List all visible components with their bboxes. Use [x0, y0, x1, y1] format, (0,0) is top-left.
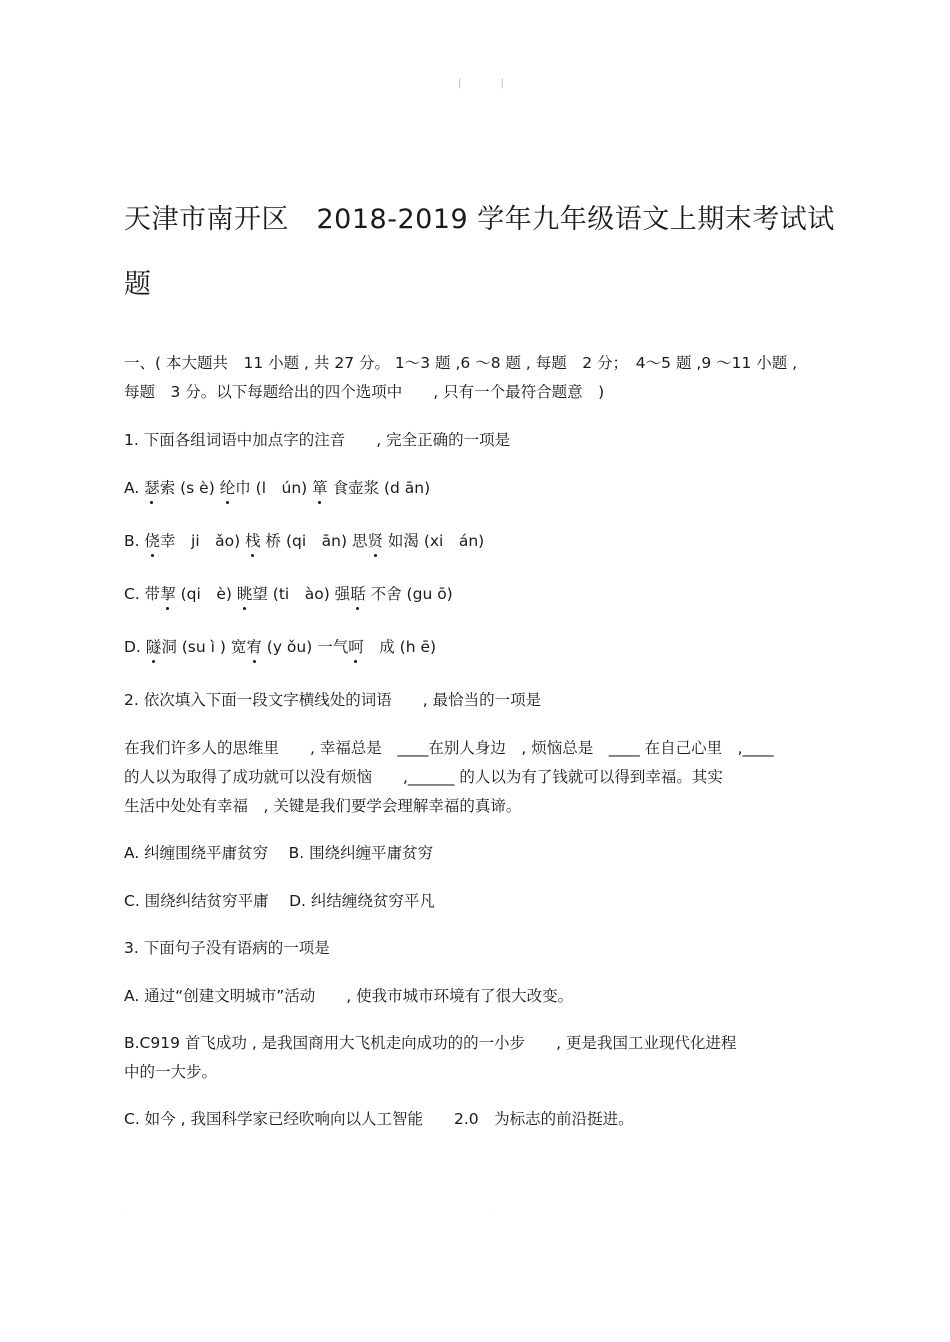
option-text: 如渴 (xi án) — [382, 532, 485, 550]
option-text: 成 (h ē) — [363, 638, 437, 656]
option-text: A. — [124, 479, 145, 497]
option-text: 巾 (l ún) — [235, 479, 313, 497]
footer-mark-left: · — [122, 1206, 125, 1215]
header-marks: | | — [458, 78, 522, 89]
question-2-stem: 2. 依次填入下面一段文字横线处的词语 , 最恰当的一项是 — [124, 691, 542, 709]
option-text: 幸 ji ǎo) — [160, 532, 246, 550]
option-text: 索 (s è) — [159, 479, 220, 497]
section-intro-line-1: 一、( 本大题共 11 小题 , 共 27 分。 1～3 题 ,6 ～8 题 , 每题 2 分； 4～5 题 ,9 ～11 小题 , — [124, 354, 798, 372]
dotted-character: 呵 — [348, 638, 364, 656]
dotted-character: 隧 — [145, 638, 162, 656]
dotted-character: 箪 — [312, 479, 328, 497]
question-1-option-c — [124, 584, 453, 604]
dotted-character: 栈 — [245, 532, 261, 550]
dotted-character: 聒 — [350, 585, 366, 603]
question-3-option-b-line-2: 中的一大步。 — [124, 1063, 218, 1081]
question-1-stem: 1. 下面各组词语中加点字的注音 , 完全正确的一项是 — [124, 431, 511, 449]
question-1-option-b — [124, 531, 484, 551]
page-title-line-1: 天津市南开区 2018-2019 学年九年级语文上期末考试试 — [124, 204, 835, 235]
question-1-option-a — [124, 478, 430, 498]
question-3-option-a: A. 通过“创建文明城市”活动 , 使我市城市环境有了很大改变。 — [124, 987, 574, 1005]
option-text: D. — [124, 638, 146, 656]
question-1-option-d — [124, 637, 436, 657]
option-text: 望 (ti ào) 强 — [252, 585, 351, 603]
question-3-option-b-line-1: B.C919 首飞成功 , 是我国商用大飞机走向成功的的一小步 , 更是我国工业现代化进程 — [124, 1034, 737, 1052]
option-text: (y ǒu) 一气 — [261, 638, 349, 656]
option-text: B. — [124, 532, 145, 550]
dotted-character: 贤 — [367, 532, 383, 550]
dotted-character: 挈 — [160, 585, 176, 603]
question-3-stem: 3. 下面句子没有语病的一项是 — [124, 939, 330, 957]
section-intro-line-2: 每题 3 分。以下每题给出的四个选项中 , 只有一个最符合题意 ) — [124, 383, 605, 401]
option-text: C. 带 — [124, 585, 161, 603]
option-text: 桥 (qi ān) 思 — [260, 532, 368, 550]
option-text: 不舍 (gu ō) — [365, 585, 453, 603]
question-2-options-line-2: C. 围绕纠结贫穷平庸 D. 纠结缠绕贫穷平凡 — [124, 892, 435, 910]
dotted-character: 眺 — [236, 585, 253, 603]
option-text: 洞 (su ì ) 宽 — [161, 638, 247, 656]
option-text: 食壶浆 (d ān) — [327, 479, 431, 497]
dotted-character: 宥 — [246, 638, 262, 656]
option-text: (qi è) — [175, 585, 237, 603]
dotted-character: 纶 — [219, 479, 236, 497]
footer-mark-center: · — [490, 1206, 493, 1215]
question-2-options-line-1: A. 纠缠围绕平庸贫穷 B. 围绕纠缠平庸贫穷 — [124, 844, 434, 862]
page-title-line-2: 题 — [124, 269, 152, 300]
question-2-paragraph-line-2: 的人以为取得了成功就可以没有烦恼 ,______ 的人以为有了钱就可以得到幸福。其实 — [124, 768, 723, 786]
question-2-paragraph-line-3: 生活中处处有幸福 , 关键是我们要学会理解幸福的真谛。 — [124, 797, 522, 815]
question-3-option-c: C. 如今 , 我国科学家已经吹响向以人工智能 2.0 为标志的前沿挺进。 — [124, 1110, 634, 1128]
question-2-paragraph-line-1: 在我们许多人的思维里 , 幸福总是 ____在别人身边 , 烦恼总是 ____ 在自己心里 ,____ — [124, 739, 774, 757]
dotted-character: 侥 — [144, 532, 161, 550]
dotted-character: 瑟 — [144, 479, 160, 497]
